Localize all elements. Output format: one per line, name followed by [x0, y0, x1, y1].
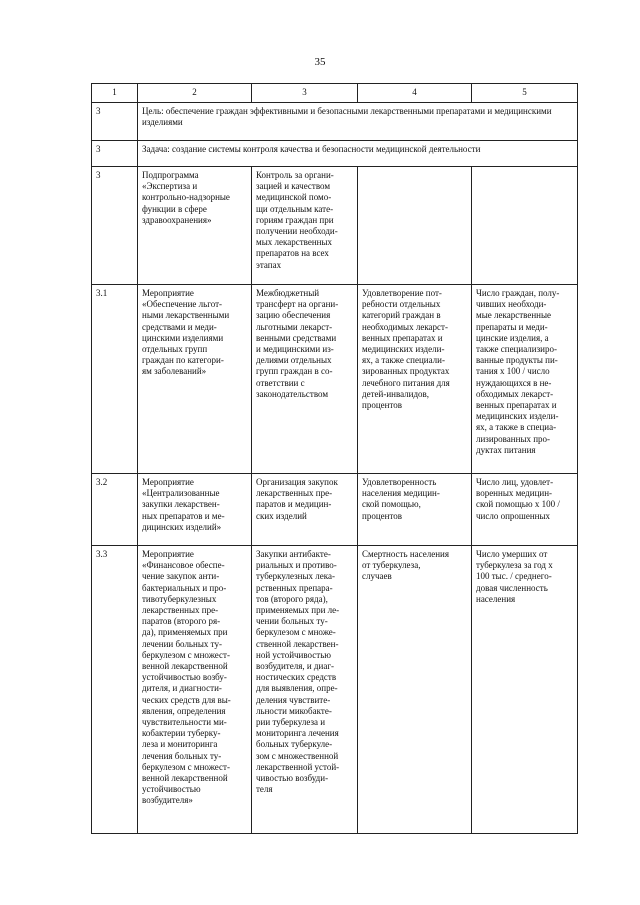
table-row [92, 474, 578, 546]
formula-cell: Число граждан, полу- чивших необходи- мые лекарственные препараты и меди- цинские изделия, а также специализиро- ванные продукты пи- тания х 100 / число нуждающихся в не- обходимых лекарст- венных препаратах и медицинских издели- ях, а также в специа- лизированных про- дуктах питания [476, 288, 560, 455]
page-number: 35 [314, 56, 326, 68]
formula-cell: Число умерших от туберкулеза за год х 100 тыс. / среднего- довая численность населения [476, 549, 553, 604]
column-header: 1 [92, 84, 138, 103]
table-row [92, 167, 578, 285]
indicator-cell: Удовлетворенность населения медицин- ской помощью, процентов [362, 477, 440, 521]
description-cell: Организация закупок лекарственных пре- паратов и медицин- ских изделий [256, 477, 338, 521]
activity-cell: Мероприятие «Финансовое обеспе- чение закупок анти- бактериальных и про- тивотуберкулезных лекарственных пре- паратов (второго ря- да), применяемых при лечении больных ту- беркулезом с множест- венной лекарственной устойчивостью возбу- дителя, и диагности- ческих средств для вы- явления, определения чувствительности ми- кобактерии туберку- леза и мониторинга лечения больных ту- беркулезом с множест- венной лекарственной устойчивостью возбудителя» [142, 549, 231, 806]
column-header: 2 [138, 84, 252, 103]
column-header: 3 [252, 84, 358, 103]
description-cell: Контроль за органи- зацией и качеством медицинской помо- щи отдельным кате- гориям граждан при получении необходи- мых лекарственных препаратов на всех этапах [256, 170, 338, 270]
formula-cell: Число лиц, удовлет- воренных медицин- ской помощью х 100 / число опрошенных [476, 477, 560, 521]
goal-row [92, 103, 578, 141]
description-cell: Межбюджетный трансферт на органи- зацию обеспечения льготными лекарст- венными средствами и медицинскими из- делиями отдельных групп граждан в со- ответствии с законодательством [256, 288, 339, 399]
row-number: 3 [92, 167, 138, 285]
indicator-cell: Удовлетворение пот- ребности отдельных категорий граждан в необходимых лекарст- венных препаратах и медицинских издели- ях, а также специали- зированных продуктах лечебного питания для детей-инвалидов, процентов [362, 288, 450, 411]
goal-text: Цель: обеспечение граждан эффективными и безопасными лекарственными препаратами и медицинскими изделиями [138, 103, 578, 141]
row-number: 3.1 [92, 285, 138, 474]
header-row [92, 84, 578, 103]
task-text: Задача: создание системы контроля качества и безопасности медицинской деятельности [138, 141, 578, 167]
activity-cell: Мероприятие «Обеспечение льгот- ными лекарственными средствами и меди- цинскими изделиями отдельных групп граждан по категори- ям заболеваний» [142, 288, 230, 377]
task-row [92, 141, 578, 167]
description-cell: Закупки антибакте- риальных и противо- туберкулезных лека- рственных препара- тов (второго ряда), применяемых при ле- чении больных ту- беркулезом с множе- ственной лекарствен- ной устойчивостью возбудителя, и диаг- ностических средств для выявления, опре- деления чувствите- льности микобакте- рии туберкулеза и мониторинга лечения больных туберкуле- зом с множественной лекарственной устой- чивостью возбуди- теля [256, 549, 340, 795]
row-number: 3 [92, 141, 138, 167]
activity-cell: Мероприятие «Централизованные закупки лекарствен- ных препаратов и ме- дицинских изделий» [142, 477, 225, 532]
program-table [91, 83, 578, 834]
row-number: 3.3 [92, 546, 138, 834]
column-header: 4 [358, 84, 472, 103]
activity-cell: Подпрограмма «Экспертиза и контрольно-надзорные функции в сфере здравоохранения» [142, 170, 230, 225]
column-header: 5 [472, 84, 578, 103]
row-number: 3 [92, 103, 138, 141]
indicator-cell: Смертность населения от туберкулеза, случаев [362, 549, 449, 582]
row-number: 3.2 [92, 474, 138, 546]
table-row [92, 546, 578, 834]
table-row [92, 285, 578, 474]
